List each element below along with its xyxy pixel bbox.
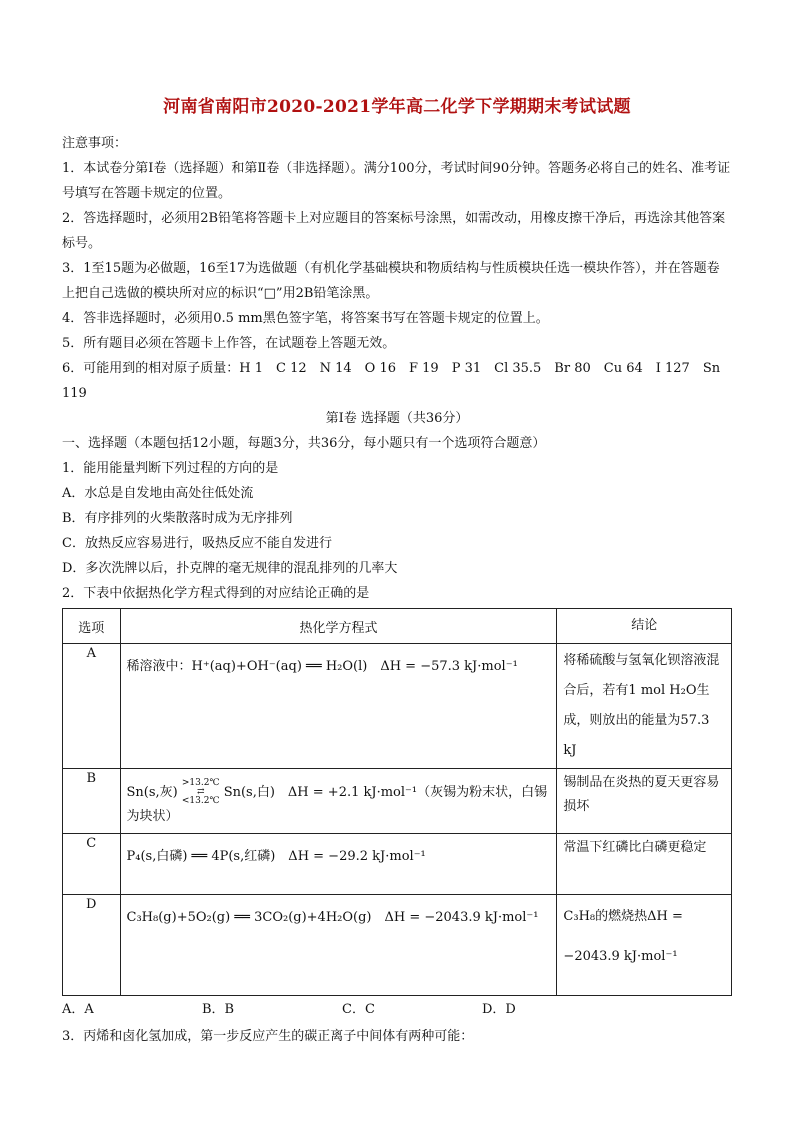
note-4: 4．答非选择题时，必须用0.5 mm黑色签字笔，将答案书写在答题卡规定的位置上。	[62, 311, 549, 326]
question-1-option-d: D．多次洗牌以后，扑克牌的毫无规律的混乱排列的几率大	[62, 561, 398, 576]
table-row	[63, 895, 732, 996]
table-header-conclusion: 结论	[557, 609, 732, 644]
note-2: 2．答选择题时，必须用2B铅笔将答题卡上对应题目的答案标号涂黑，如需改动，用橡皮擦干净后，再选涂其他答案标号。	[62, 211, 726, 251]
row-equation: C₃H₈(g)+5O₂(g) ══ 3CO₂(g)+4H₂O(g) ΔH = −2043.9 kJ·mol⁻¹	[126, 910, 539, 925]
question-2-options	[62, 996, 732, 1024]
note-6: 6．可能用到的相对原子质量：H 1 C 12 N 14 O 16 F 19 P 31 Cl 35.5 Br 80 Cu 64 I 127 Sn 119	[62, 361, 721, 401]
question-1-option-c: C．放热反应容易进行，吸热反应不能自发进行	[62, 536, 332, 551]
equation-left: Sn(s,灰)	[126, 785, 178, 800]
part-title: 一、选择题（本题包括12小题，每题3分，共36分，每小题只有一个选项符合题意）	[62, 436, 546, 451]
table-header-option: 选项	[63, 609, 121, 644]
row-option: D	[63, 895, 121, 996]
table-header-equation: 热化学方程式	[120, 609, 557, 644]
row-equation	[127, 779, 551, 828]
arrow-condition-bottom: <13.2℃	[181, 796, 220, 806]
row-conclusion: C₃H₈的燃烧热ΔH = −2043.9 kJ·mol⁻¹	[557, 895, 732, 996]
question-1-option-a: A．水总是自发地由高处往低处流	[62, 486, 254, 501]
table-row	[63, 834, 732, 895]
row-option: B	[63, 769, 121, 834]
equation-right: Sn(s,白) ΔH = +2.1 kJ·mol⁻¹（灰锡为粉末状，白锡为块状）	[126, 785, 548, 824]
table-row	[63, 644, 732, 769]
note-3: 3．1至15题为必做题，16至17为选做题（有机化学基础模块和物质结构与性质模块任选一模块作答），并在答题卷上把自己选做的模块所对应的标识“□”用2B铅笔涂黑。	[62, 261, 720, 301]
row-equation: 稀溶液中：H⁺(aq)+OH⁻(aq) ══ H₂O(l) ΔH = −57.3 kJ·mol⁻¹	[126, 659, 518, 674]
question-2-option-d: D．D	[482, 1002, 516, 1017]
question-3-stem: 3．丙烯和卤化氢加成，第一步反应产生的碳正离子中间体有两种可能：	[62, 1029, 474, 1044]
row-option: A	[63, 644, 121, 769]
note-5: 5．所有题目必须在答题卡上作答，在试题卷上答题无效。	[62, 336, 396, 351]
question-2-option-c: C．C	[342, 1002, 375, 1017]
arrow-condition-top: >13.2℃	[181, 778, 220, 788]
equilibrium-arrow-icon: >13.2℃ ⇄ <13.2℃	[181, 778, 220, 806]
table-row	[63, 769, 732, 834]
row-option: C	[63, 834, 121, 895]
row-conclusion: 常温下红磷比白磷更稳定	[557, 834, 732, 895]
question-2-option-b: B．B	[202, 1002, 235, 1017]
row-conclusion: 锡制品在炎热的夏天更容易损坏	[557, 769, 732, 834]
page-title: 河南省南阳市2020-2021学年高二化学下学期期末考试试题	[163, 97, 631, 117]
row-conclusion: 将稀硫酸与氢氧化钡溶液混合后，若有1 mol H₂O生成，则放出的能量为57.3 kJ	[557, 644, 732, 769]
section-title: 第Ⅰ卷 选择题（共36分）	[325, 411, 469, 426]
table-header-row	[63, 609, 732, 644]
note-1: 1．本试卷分第Ⅰ卷（选择题）和第Ⅱ卷（非选择题）。满分100分，考试时间90分钟。答题务必将自己的姓名、准考证号填写在答题卡规定的位置。	[62, 161, 731, 201]
question-2-stem: 2．下表中依据热化学方程式得到的对应结论正确的是	[62, 586, 370, 601]
question-1-stem: 1．能用能量判断下列过程的方向的是	[62, 461, 279, 476]
row-equation: P₄(s,白磷) ══ 4P(s,红磷) ΔH = −29.2 kJ·mol⁻¹	[126, 849, 426, 864]
exam-page	[62, 92, 732, 1049]
question-1-option-b: B．有序排列的火柴散落时成为无序排列	[62, 511, 293, 526]
question-2-table	[62, 608, 732, 996]
notes-header: 注意事项：	[62, 136, 128, 151]
question-2-option-a: A．A	[62, 1002, 94, 1017]
